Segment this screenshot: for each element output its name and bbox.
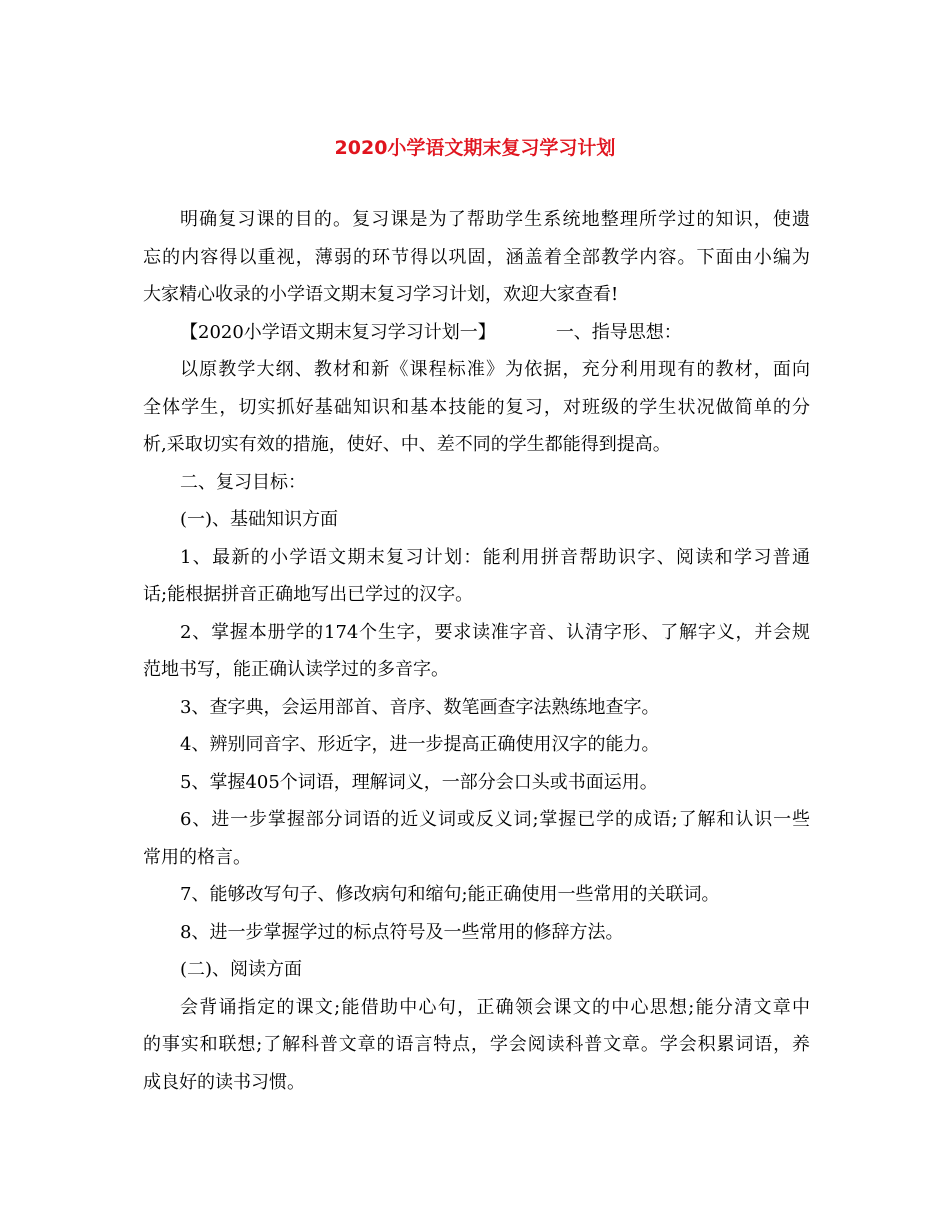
paragraph-line: 会背诵指定的课文;能借助中心句，正确领会课文的中心思想;能分清文章中 [180,996,810,1018]
list-item-line: 话;能根据拼音正确地写出已学过的汉字。 [143,584,474,605]
guiding-thought-heading: 一、指导思想： [555,321,682,343]
paragraph-line: 成良好的读书习惯。 [143,1071,305,1093]
paragraph-line: 析,采取切实有效的措施，使好、中、差不同的学生都能得到提高。 [143,434,671,455]
list-item-line: 6、进一步掌握部分词语的近义词或反义词;掌握已学的成语;了解和认识一些 [180,809,810,830]
list-item-line: 1、最新的小学语文期末复习计划：能利用拼音帮助识字、阅读和学习普通 [180,546,810,568]
document-title: 2020小学语文期末复习学习计划 [334,137,616,159]
document-body [143,201,810,1101]
list-item-line: 7、能够改写句子、修改病句和缩句;能正确使用一些常用的关联词。 [180,884,720,905]
list-item-line: 5、掌握405个词语，理解词义，一部分会口头或书面运用。 [180,771,658,793]
plan-heading: 【2020小学语文期末复习学习计划一】 [180,321,496,343]
paragraph-line: 明确复习课的目的。复习课是为了帮助学生系统地整理所学过的知识，使遗 [180,209,810,230]
list-item-line: 4、辨别同音字、形近字，进一步提高正确使用汉字的能力。 [180,734,660,755]
section-heading: 二、复习目标： [180,471,306,493]
section-heading-line [143,314,810,352]
subsection-heading: (一)、基础知识方面 [180,509,339,530]
subsection-heading: (二)、阅读方面 [180,959,303,980]
paragraph-line: 大家精心收录的小学语文期末复习学习计划，欢迎大家查看! [143,284,619,305]
paragraph-line: 忘的内容得以重视，薄弱的环节得以巩固，涵盖着全部教学内容。下面由小编为 [143,246,810,268]
paragraph-line: 全体学生，切实抓好基础知识和基本技能的复习，对班级的学生状况做简单的分 [143,396,810,418]
list-item-line: 8、进一步掌握学过的标点符号及一些常用的修辞方法。 [180,921,624,943]
paragraph-line: 的事实和联想;了解科普文章的语言特点，学会阅读科普文章。学会积累词语，养 [143,1034,810,1055]
paragraph-line: 以原教学大纲、教材和新《课程标准》为依据，充分利用现有的教材，面向 [180,359,810,380]
list-item-line: 范地书写，能正确认读学过的多音字。 [143,659,449,680]
list-item-line: 2、掌握本册学的174个生字，要求读准字音、认清字形、了解字义，并会规 [180,621,810,643]
list-item-line: 常用的格言。 [143,846,251,868]
list-item-line: 3、查字典，会运用部首、音序、数笔画查字法熟练地查字。 [180,696,660,718]
